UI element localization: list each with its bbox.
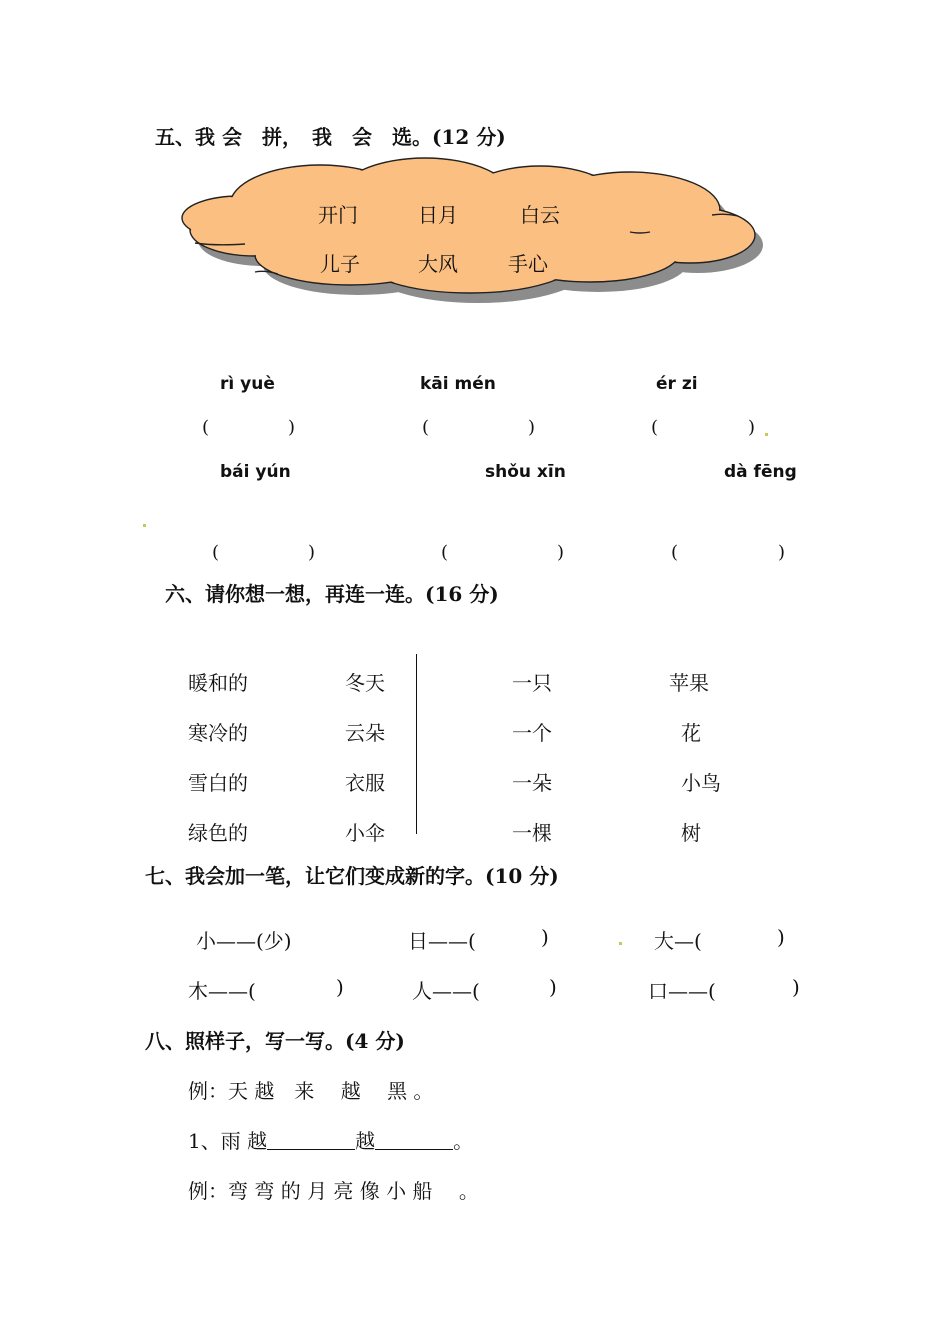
q1-mid: 越 [355, 1129, 376, 1153]
paren-close: ) [336, 975, 344, 999]
example-sentence: 例：天 越 来 越 黑 。 [188, 1079, 434, 1103]
answer-paren-close: ) [778, 542, 786, 563]
pinyin: shǒu xīn [485, 462, 566, 482]
cloud-word: 开门 [318, 203, 358, 227]
match-item: 花 [681, 721, 701, 745]
pinyin: bái yún [220, 462, 291, 482]
question-1 [188, 1125, 473, 1154]
add-stroke-item: 大—( [654, 929, 702, 953]
cloud-shape [0, 0, 950, 330]
answer-paren-close: ) [528, 417, 536, 438]
divider-line [416, 654, 417, 834]
answer-paren-open: ( [671, 542, 679, 563]
cloud-word: 手心 [508, 252, 548, 276]
section6-heading: 六、请你想一想，再连一连。(16 分) [165, 582, 499, 606]
pinyin: dà fēng [724, 462, 797, 482]
pinyin: kāi mén [420, 374, 496, 394]
match-item: 小鸟 [681, 771, 721, 795]
add-stroke-item: 木——( [188, 979, 256, 1003]
answer-paren-open: ( [212, 542, 220, 563]
answer-paren-close: ) [748, 417, 756, 438]
stray-dot [143, 524, 146, 527]
cloud-word: 大风 [418, 252, 458, 276]
answer-paren-close: ) [308, 542, 316, 563]
add-stroke-item: 人——( [412, 979, 480, 1003]
q1-end: 。 [453, 1129, 474, 1153]
q1-prefix: 1、雨 越 [188, 1129, 268, 1153]
match-item: 绿色的 [188, 821, 248, 845]
cloud-word: 儿子 [320, 252, 360, 276]
answer-paren-open: ( [202, 417, 210, 438]
add-stroke-item: 口——( [648, 979, 716, 1003]
stray-dot [619, 942, 622, 945]
pinyin: rì yuè [220, 374, 275, 394]
paren-close: ) [792, 975, 800, 999]
cloud-word: 日月 [418, 203, 458, 227]
add-stroke-item: 小——(少) [196, 929, 292, 953]
paren-close: ) [777, 925, 785, 949]
answer-paren-close: ) [557, 542, 565, 563]
match-item: 暖和的 [188, 671, 248, 695]
answer-paren-open: ( [651, 417, 659, 438]
stray-dot [765, 433, 768, 436]
add-stroke-item: 日——( [408, 929, 476, 953]
match-item: 树 [681, 821, 701, 845]
section5-heading: 五、我 会 拼， 我 会 选。(12 分) [155, 125, 506, 149]
match-item: 小伞 [345, 821, 385, 845]
answer-paren-open: ( [441, 542, 449, 563]
answer-paren-open: ( [422, 417, 430, 438]
match-item: 雪白的 [188, 771, 248, 795]
section7-heading: 七、我会加一笔，让它们变成新的字。(10 分) [145, 864, 559, 888]
paren-close: ) [541, 925, 549, 949]
section8-heading: 八、照样子，写一写。(4 分) [145, 1029, 405, 1053]
match-item: 一朵 [512, 771, 552, 795]
match-item: 冬天 [345, 671, 385, 695]
answer-blank[interactable] [375, 1129, 453, 1150]
match-item: 寒冷的 [188, 721, 248, 745]
example-sentence: 例：弯 弯 的 月 亮 像 小 船 。 [188, 1179, 479, 1203]
pinyin: ér zi [656, 374, 698, 394]
paren-close: ) [549, 975, 557, 999]
match-item: 一个 [512, 721, 552, 745]
cloud-word: 白云 [520, 203, 560, 227]
match-item: 苹果 [669, 671, 709, 695]
answer-paren-close: ) [288, 417, 296, 438]
match-item: 云朵 [345, 721, 385, 745]
match-item: 衣服 [345, 771, 385, 795]
match-item: 一只 [512, 671, 552, 695]
answer-blank[interactable] [267, 1129, 355, 1150]
match-item: 一棵 [512, 821, 552, 845]
